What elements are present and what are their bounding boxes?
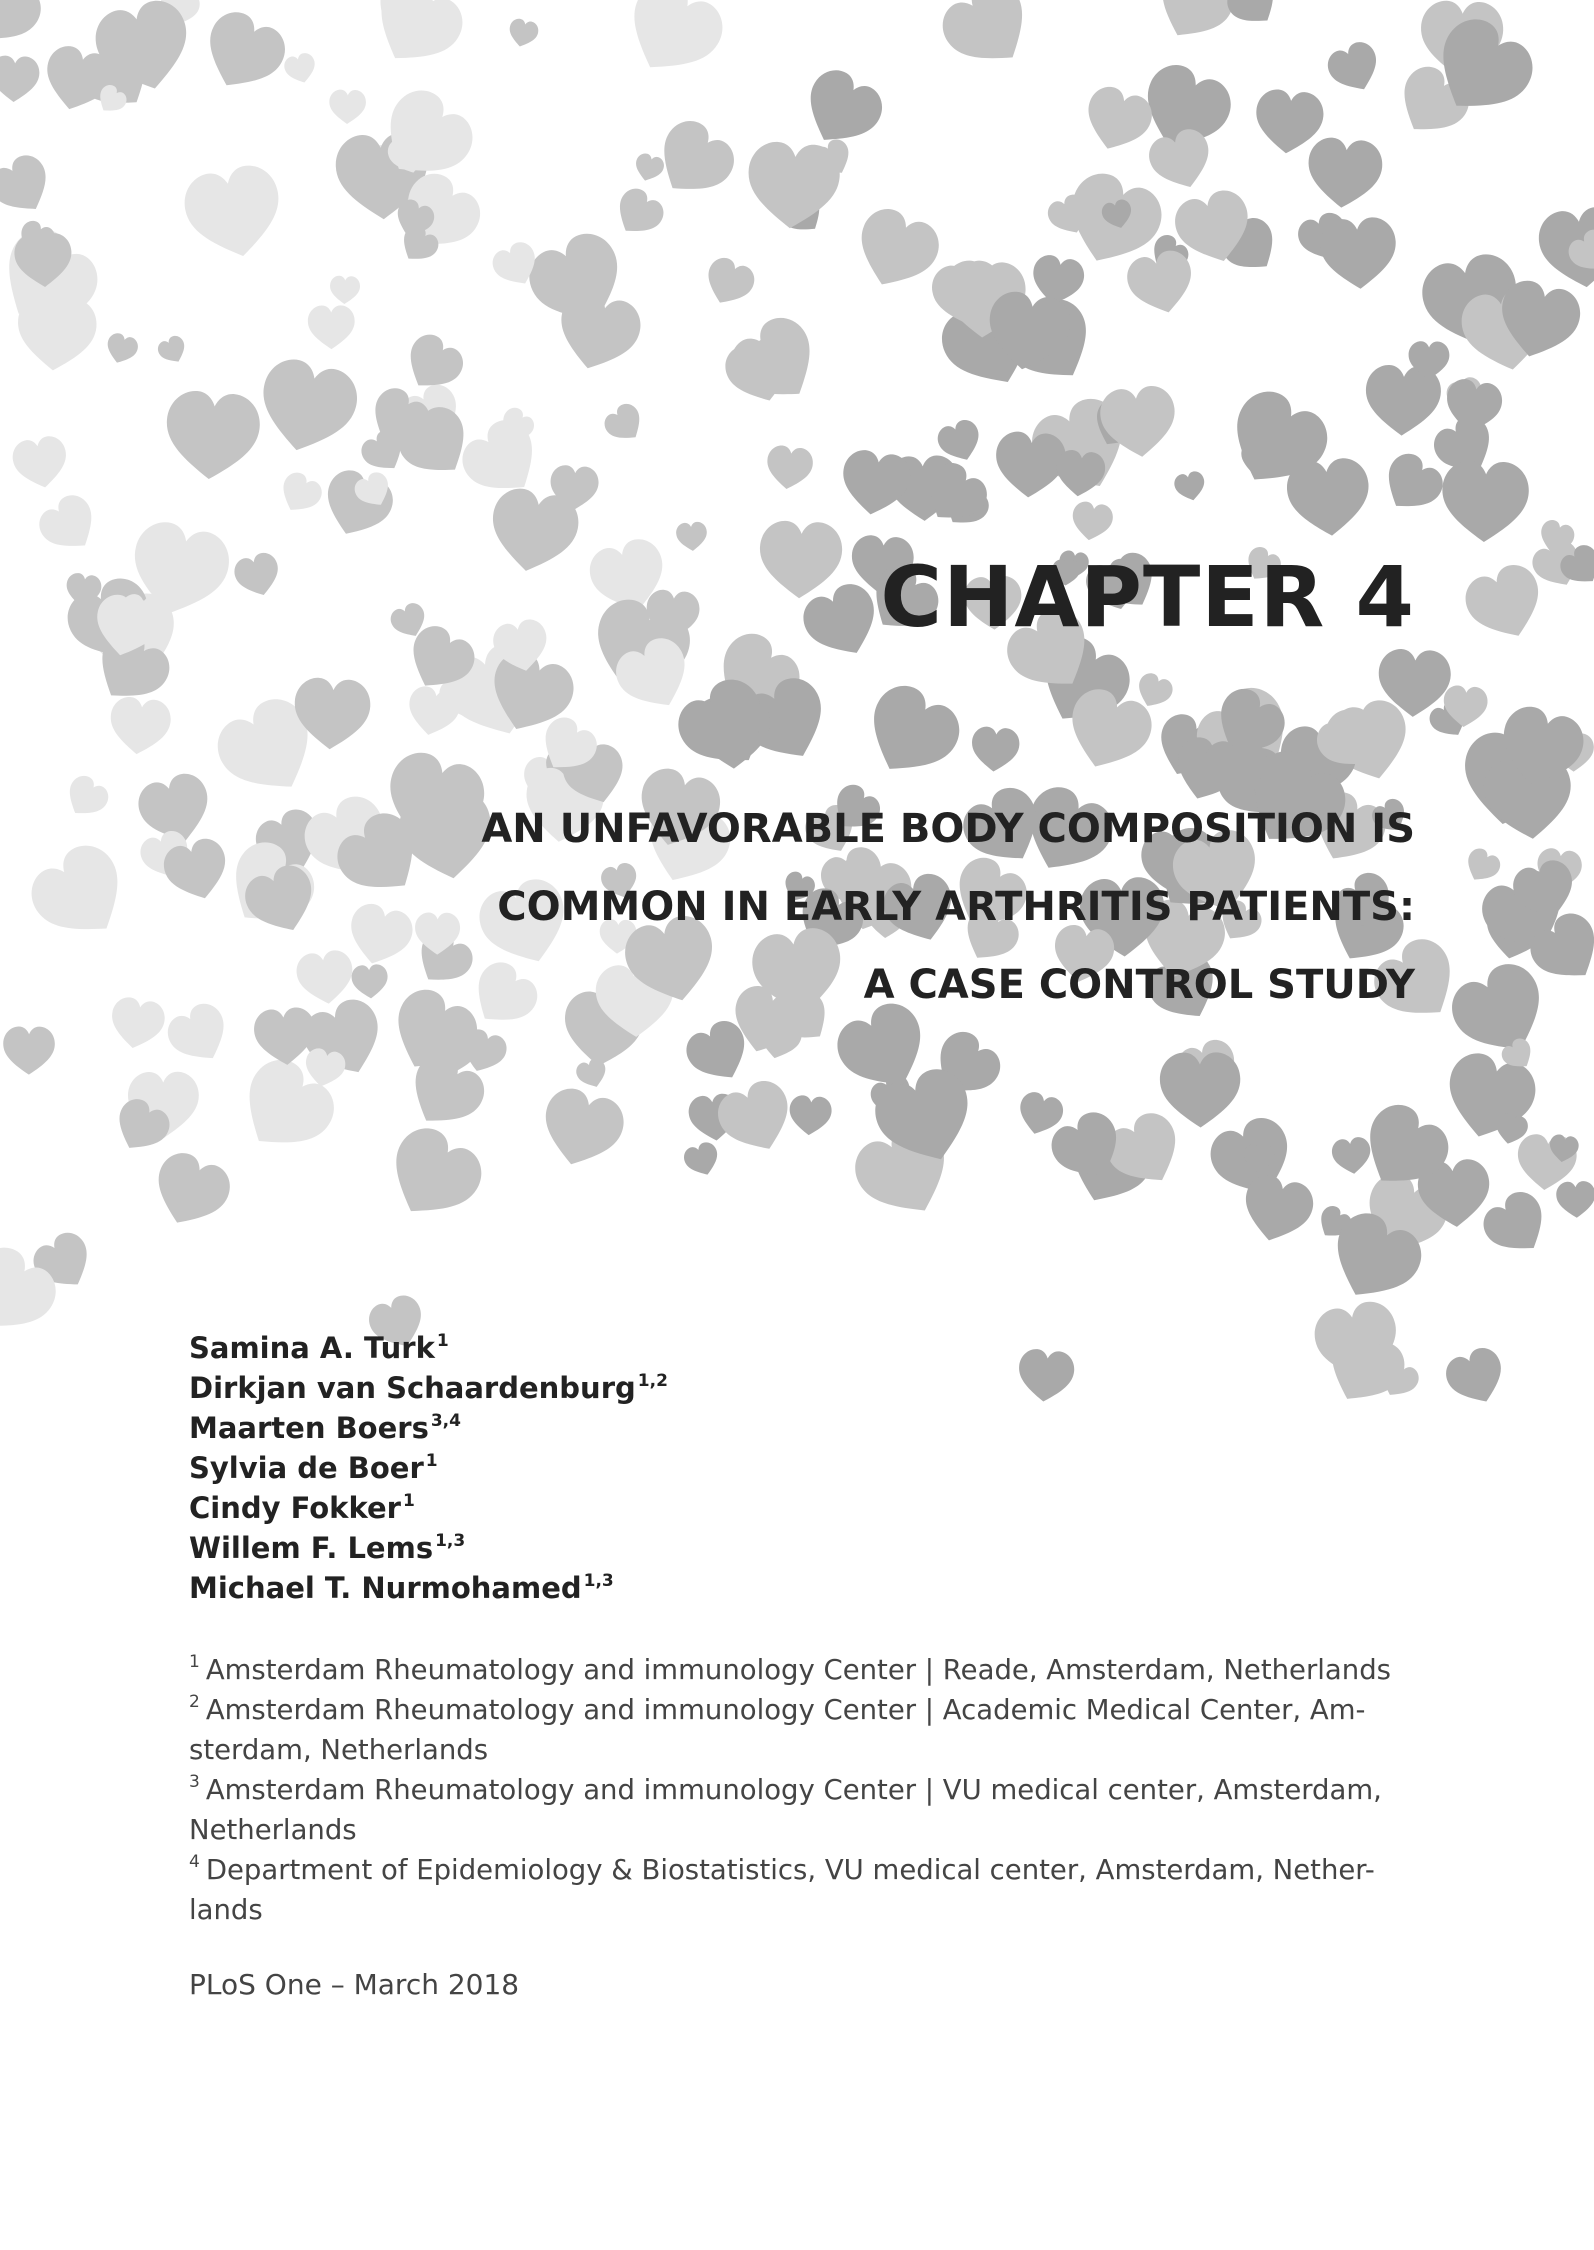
heart-shape xyxy=(329,89,367,124)
heart-shape xyxy=(611,0,733,91)
heart-shape xyxy=(1305,136,1385,212)
heart-shape xyxy=(788,1094,833,1136)
heart-shape xyxy=(632,151,667,184)
heart-shape xyxy=(192,4,293,103)
author: Maarten Boers $^{3,4}$ xyxy=(189,1411,461,1445)
heart-shape xyxy=(1069,500,1115,544)
heart-shape xyxy=(1441,1343,1513,1413)
heart-shape xyxy=(970,726,1021,774)
heart-shape xyxy=(1221,0,1286,35)
heart-shape xyxy=(1373,447,1450,523)
heart-shape xyxy=(1016,1347,1076,1404)
heart-shape xyxy=(711,1074,802,1163)
heart-shape xyxy=(162,389,262,483)
heart-shape xyxy=(1172,470,1208,504)
heart-shape xyxy=(1145,0,1241,52)
author: Willem F. Lems $^{1,3}$ xyxy=(189,1531,466,1565)
heart-shape xyxy=(231,550,285,602)
heart-shape xyxy=(14,294,99,374)
heart-shape xyxy=(107,995,168,1053)
heart-shape xyxy=(852,676,970,792)
heart-shape xyxy=(20,834,142,955)
heart-shape xyxy=(329,275,360,304)
heart-shape xyxy=(144,1146,237,1237)
heart-shape xyxy=(32,488,106,562)
heart-shape xyxy=(0,149,60,224)
heart-shape xyxy=(1460,845,1504,888)
author: Samina A. Turk $^1$ xyxy=(189,1331,449,1365)
author: Dirkjan van Schaardenburg $^{1,2}$ xyxy=(189,1371,668,1405)
heart-shape xyxy=(308,305,355,349)
heart-shape xyxy=(758,520,843,600)
heart-shape xyxy=(1319,216,1399,291)
heart-shape xyxy=(102,331,140,368)
author: Michael T. Nurmohamed $^{1,3}$ xyxy=(189,1571,614,1605)
affiliation: $^2$ Amsterdam Rheumatology and immunology Center | Academic Medical Center, Am-sterdam, Netherlands xyxy=(189,1692,1366,1766)
heart-shape xyxy=(1441,460,1530,543)
author: Sylvia de Boer $^1$ xyxy=(189,1451,438,1485)
heart-shape xyxy=(453,411,553,510)
title-line: AN UNFAVORABLE BODY COMPOSITION IS xyxy=(481,806,1415,852)
affiliation-list xyxy=(189,1650,1429,1930)
heart-shape xyxy=(1123,246,1200,320)
heart-shape xyxy=(59,771,114,825)
heart-shape xyxy=(1323,37,1387,99)
heart-shape xyxy=(699,253,760,312)
heart-shape xyxy=(846,201,947,299)
heart-shape xyxy=(600,399,650,449)
heart-shape xyxy=(932,0,1046,83)
heart-shape xyxy=(10,434,72,493)
heart-shape xyxy=(0,0,50,59)
journal-citation: PLoS One – March 2018 xyxy=(189,1968,520,2001)
chapter-label: CHAPTER 4 xyxy=(880,548,1415,646)
heart-shape xyxy=(374,1118,492,1235)
heart-shape xyxy=(155,333,191,368)
heart-shape xyxy=(681,1139,723,1180)
heart-shape xyxy=(1054,448,1107,498)
heart-shape xyxy=(0,55,40,103)
heart-shape xyxy=(1077,81,1157,159)
title-line: A CASE CONTROL STUDY xyxy=(863,962,1415,1008)
heart-shape xyxy=(282,51,319,87)
heart-shape xyxy=(764,444,815,492)
heart-shape xyxy=(1556,1181,1594,1219)
affiliation: $^3$ Amsterdam Rheumatology and immunology Center | VU medical center, Amsterdam, Netherlands xyxy=(189,1772,1382,1846)
heart-shape xyxy=(1476,1184,1558,1265)
heart-shape xyxy=(1442,954,1560,1070)
author-list xyxy=(189,1328,668,1608)
heart-shape xyxy=(993,430,1067,500)
heart-shape xyxy=(251,353,364,461)
title-line: COMMON IN EARLY ARTHRITIS PATIENTS: xyxy=(497,884,1415,930)
paper-title xyxy=(215,790,1415,1024)
heart-shape xyxy=(1330,1136,1373,1177)
heart-shape xyxy=(1285,456,1373,539)
heart-shape xyxy=(675,521,708,552)
heart-shape xyxy=(274,468,327,520)
heart-shape xyxy=(3,1026,55,1074)
heart-shape xyxy=(179,160,289,265)
heart-shape xyxy=(315,464,399,545)
affiliation: $^4$ Department of Epidemiology & Biostatistics, VU medical center, Amsterdam, Nether-lands xyxy=(189,1852,1375,1926)
author: Cindy Fokker $^1$ xyxy=(189,1491,415,1525)
heart-shape xyxy=(506,17,540,50)
affiliation: $^1$ Amsterdam Rheumatology and immunology Center | Reade, Amsterdam, Netherlands xyxy=(189,1652,1391,1686)
heart-shape xyxy=(107,695,173,758)
heart-shape xyxy=(533,1083,629,1176)
heart-shape xyxy=(607,183,669,244)
